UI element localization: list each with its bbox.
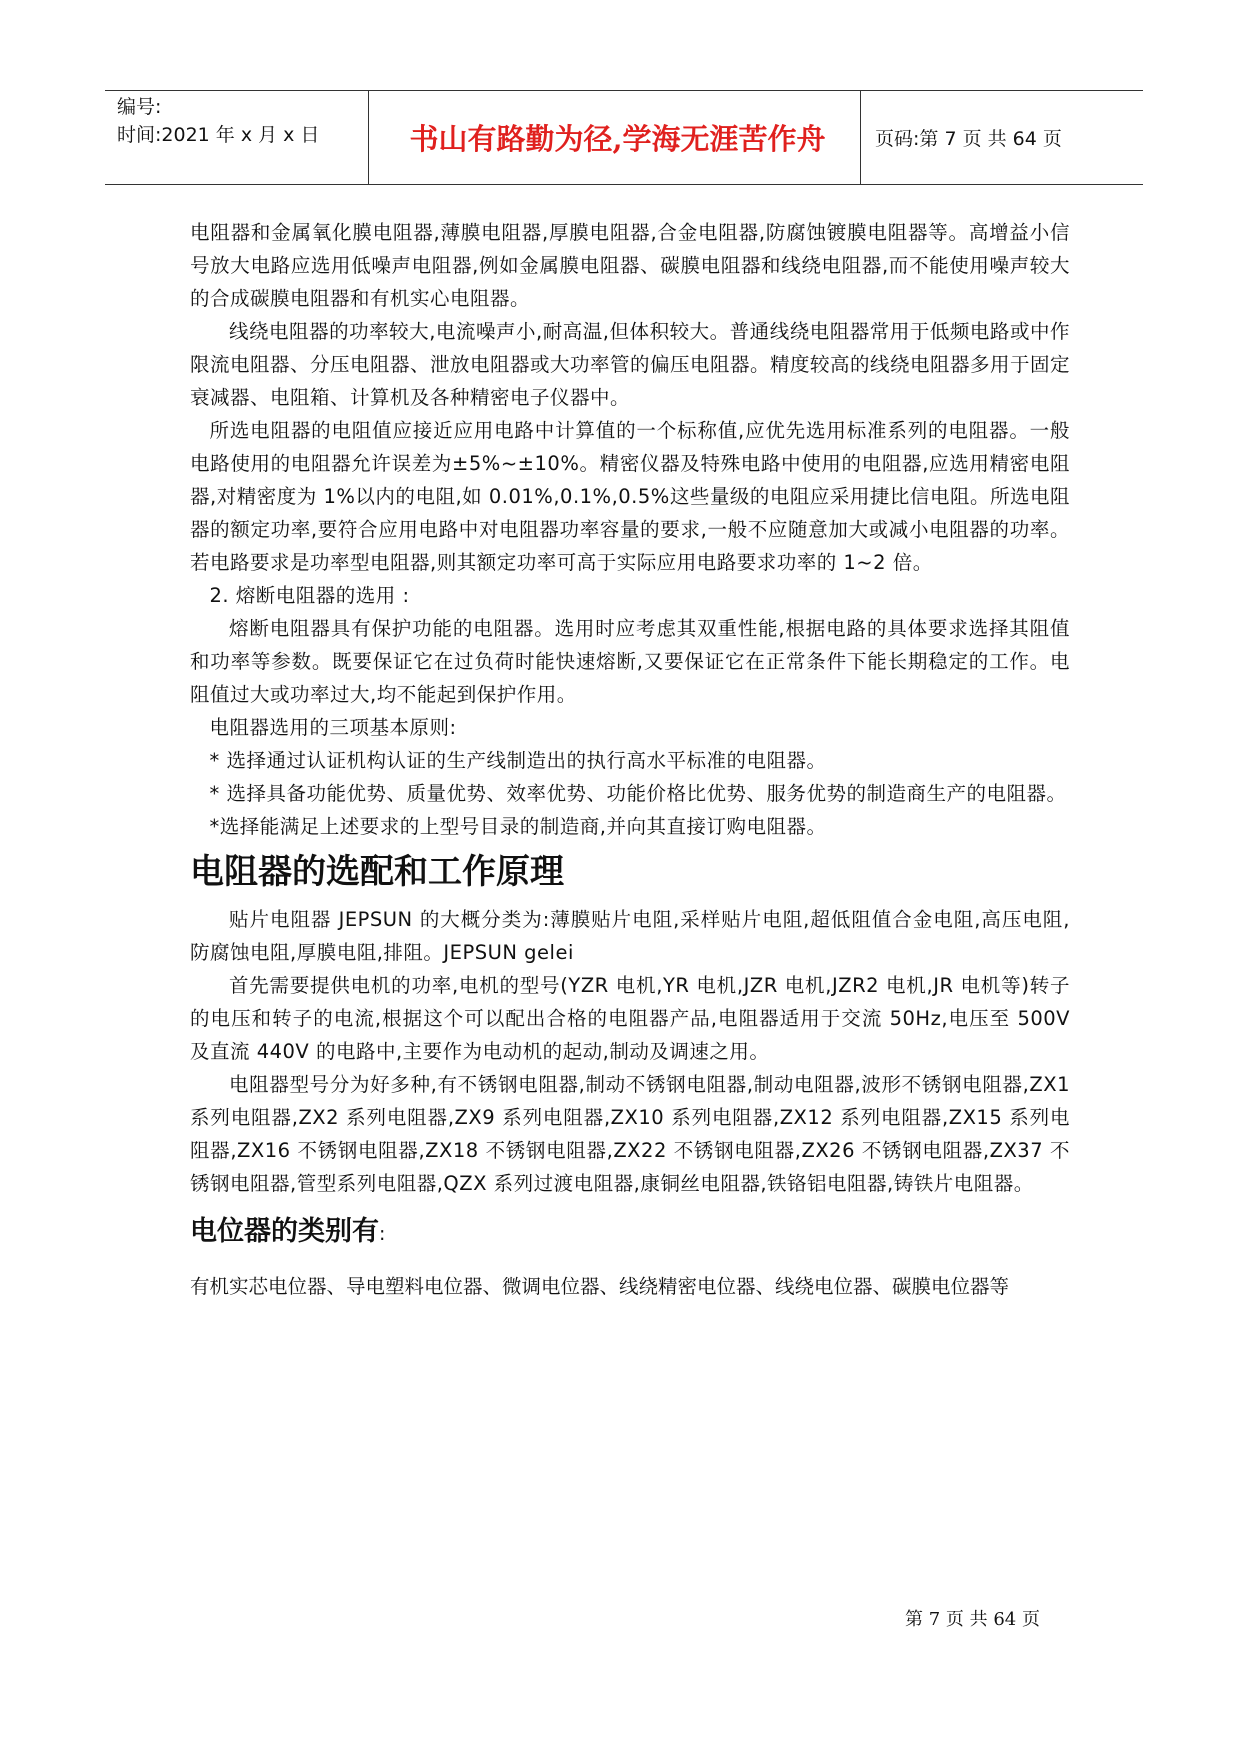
bullet-item: * 选择通过认证机构认证的生产线制造出的执行高水平标准的电阻器。	[209, 749, 827, 772]
paragraph: 所选电阻器的电阻值应接近应用电路中计算值的一个标称值,应优先选用标准系列的电阻器。一般电路使用的电阻器允许误差为±5%~±10%。精密仪器及特殊电路中使用的电阻器,应选用精密电阻器,对精密度为 1%以内的电阻,如 0.01%,0.1%,0.5%这些量级的电阻应采用捷比信电阻。所选电阻器的额定功率,要符合应用电路中对电阻器功率容量的要求,一般不应随意加大或减小电阻器的功率。若电路要求是功率型电阻器,则其额定功率可高于实际应用电路要求功率的 1~2 倍。	[190, 419, 1070, 574]
paragraph: 熔断电阻器具有保护功能的电阻器。选用时应考虑其双重性能,根据电路的具体要求选择其阻值和功率等参数。既要保证它在过负荷时能快速熔断,又要保证它在正常条件下能长期稳定的工作。电阻值过大或功率过大,均不能起到保护作用。	[190, 617, 1070, 706]
paragraph: 有机实芯电位器、导电塑料电位器、微调电位器、线绕精密电位器、线绕电位器、碳膜电位器等	[190, 1275, 1010, 1298]
page-footer: 第 7 页 共 64 页	[905, 1609, 1040, 1630]
time-label: 时间:2021 年 x 月 x 日	[117, 124, 320, 146]
page-header	[105, 90, 1143, 185]
paragraph: 电阻器选用的三项基本原则:	[209, 716, 457, 739]
header-divider	[860, 91, 861, 184]
section-heading: 电阻器的选配和工作原理	[190, 852, 564, 892]
document-body	[190, 216, 1070, 1303]
subsection-heading-text: 电位器的类别有	[190, 1216, 379, 1247]
subsection-heading	[190, 1210, 1070, 1256]
bullet-item: * 选择具备功能优势、质量优势、效率优势、功能价格比优势、服务优势的制造商生产的电阻器。	[209, 782, 1067, 805]
number-label: 编号:	[117, 96, 162, 118]
paragraph: 线绕电阻器的功率较大,电流噪声小,耐高温,但体积较大。普通线绕电阻器常用于低频电路或中作限流电阻器、分压电阻器、泄放电阻器或大功率管的偏压电阻器。精度较高的线绕电阻器多用于固定衰减器、电阻箱、计算机及各种精密电子仪器中。	[190, 320, 1071, 409]
header-motto: 书山有路勤为径,学海无涯苦作舟	[409, 122, 826, 156]
subsection-heading-colon: :	[379, 1223, 386, 1245]
paragraph: 电阻器和金属氧化膜电阻器,薄膜电阻器,厚膜电阻器,合金电阻器,防腐蚀镀膜电阻器等。高增益小信号放大电路应选用低噪声电阻器,例如金属膜电阻器、碳膜电阻器和线绕电阻器,而不能使用噪声较大的合成碳膜电阻器和有机实心电阻器。	[190, 221, 1070, 310]
paragraph: 贴片电阻器 JEPSUN 的大概分类为:薄膜贴片电阻,采样贴片电阻,超低阻值合金电阻,高压电阻,防腐蚀电阻,厚膜电阻,排阻。JEPSUN gelei	[190, 908, 1070, 964]
paragraph: 首先需要提供电机的功率,电机的型号(YZR 电机,YR 电机,JZR 电机,JZR2 电机,JR 电机等)转子的电压和转子的电流,根据这个可以配出合格的电阻器产品,电阻器适用于交流 50Hz,电压至 500V 及直流 440V 的电路中,主要作为电动机的起动,制动及调速之用。	[190, 974, 1070, 1063]
bullet-item: *选择能满足上述要求的上型号目录的制造商,并向其直接订购电阻器。	[209, 815, 827, 838]
paragraph: 电阻器型号分为好多种,有不锈钢电阻器,制动不锈钢电阻器,制动电阻器,波形不锈钢电阻器,ZX1 系列电阻器,ZX2 系列电阻器,ZX9 系列电阻器,ZX10 系列电阻器,ZX12 系列电阻器,ZX15 系列电阻器,ZX16 不锈钢电阻器,ZX18 不锈钢电阻器,ZX22 不锈钢电阻器,ZX26 不锈钢电阻器,ZX37 不锈钢电阻器,管型系列电阻器,QZX 系列过渡电阻器,康铜丝电阻器,铁铬铝电阻器,铸铁片电阻器。	[190, 1073, 1070, 1195]
header-page-label: 页码:第 7 页 共 64 页	[875, 128, 1062, 150]
header-meta	[117, 93, 367, 182]
list-heading: 2. 熔断电阻器的选用 :	[209, 584, 410, 607]
header-divider	[368, 91, 369, 184]
